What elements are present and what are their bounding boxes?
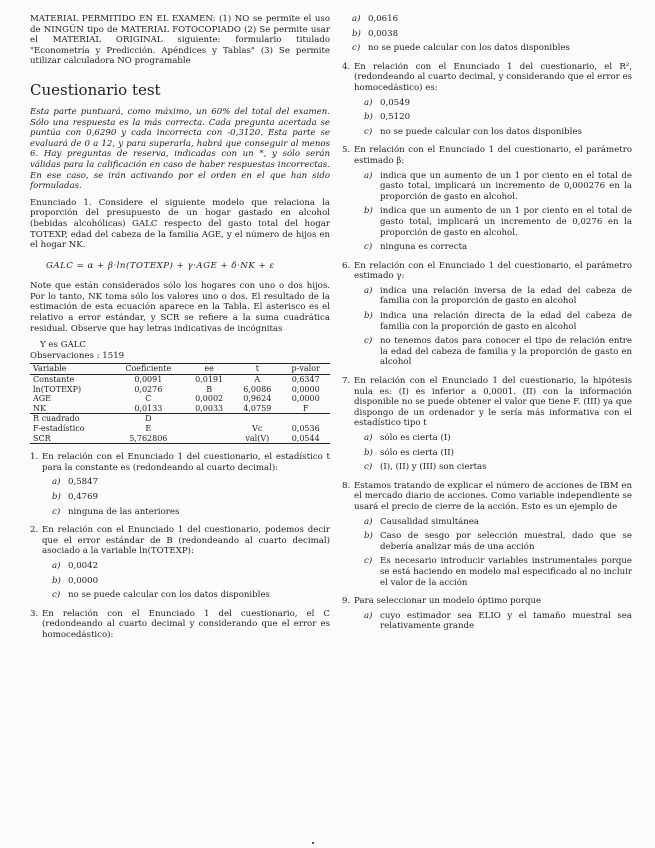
option-text: Causalidad simultánea [380,516,480,527]
option-text: 0,0000 [68,575,99,586]
table-cell: R cuadrado [33,414,80,424]
option-label: b) [364,112,373,123]
question-text: En relación con el Enunciado 1 del cuestionario, el parámetro estimado β: [354,145,632,166]
option-text: Es necesario introducir variables instrumentales porque se está haciendo en modelo mal especificado al no incluir el valor de la acción [380,556,632,588]
question-item [30,525,330,601]
table-cell: 0,6347 [291,375,320,385]
question-number: 1. [30,452,39,463]
option-text: 0,5120 [380,112,411,123]
table-cell: 0,9624 [243,394,272,404]
answer-option[interactable] [352,14,632,25]
right-column [342,14,632,640]
question-item [342,596,632,632]
option-text: indica una relación inversa de la edad del cabeza de familia con la proporción de gasto en alcohol [380,285,632,307]
option-text: sólo es cierta (II) [380,447,455,458]
question-text: Estamos tratando de explicar el número de acciones de IBM en el mercado diario de acciones. Como variable independiente se usará el precio de cierre de la acción. Esto es un ejemplo de [354,480,632,512]
instructions-paragraph: Esta parte puntuará, como máximo, un 60% del total del examen. Sólo una respuesta es la más correcta. Cada pregunta acertada se puntúa con 0,6290 y cada incorrecta con -0,3120. Esta parte se evaluará de 0 a 12, y para superarla, habrá que conseguir al menos 6. Hay preguntas de reserva, indicadas con un *, y sólo serán válidas para la calificación en caso de haber respuestas incorrectas. En ese caso, se irán activando por el orden en el que han sido formuladas. [30,106,330,192]
table-row [30,385,330,395]
option-text: no se puede calcular con los datos disponibles [68,590,270,601]
table-row [30,434,330,444]
option-label: c) [52,506,61,517]
answer-options [42,561,330,601]
answer-option[interactable] [52,590,330,601]
question-item [342,261,632,368]
answer-option[interactable] [364,171,632,203]
option-label: c) [364,336,373,347]
column-header: t [233,364,281,375]
option-label: b) [364,206,373,217]
table-cell: 5,762806 [112,434,186,444]
table-cell: 0,0191 [195,375,224,385]
option-text: indica que un aumento de un 1 por ciento en el total de gasto total, implicará un incremento de 0,000276 en la proporción de gasto en alcohol. [380,170,632,202]
option-label: b) [52,575,61,586]
table-row [30,375,330,385]
option-label: a) [352,14,361,24]
answer-option[interactable] [364,206,632,238]
option-label: b) [52,491,61,502]
table-cell [233,414,281,424]
option-label: a) [52,477,61,488]
table-cell: B [206,384,213,394]
answer-option[interactable] [364,433,632,444]
table-cell: Vc [252,424,263,433]
table-row [30,424,330,434]
option-text: cuyo estimador sea ELIO y el tamaño muestral sea relativamente grande [380,610,632,632]
column-header: Variable [30,364,112,375]
option-text: sólo es cierta (I) [380,433,451,443]
option-text: 0,0042 [68,560,99,571]
table-cell: 4,0759 [233,404,281,414]
question-item [342,481,632,588]
option-text: ninguna de las anteriores [68,506,180,517]
statement-paragraph: Enunciado 1. Considere el siguiente modelo que relaciona la proporción del presupuesto de un hogar gastado en alcohol (bebidas alcohólicas) GALC respecto del gasto total del hogar TOTEXP, edad del cabeza de la familia AGE, y el número de hijos en el hogar NK. [30,197,330,251]
option-label: c) [52,590,61,601]
note-paragraph: Note que están considerados sólo los hogares con uno o dos hijos. Por lo tanto, NK toma sólo los valores uno o dos. El resultado de la estimación de esta ecuación aparece en la Tabla. El asterisco es el relativo a error estándar, y SCR se refiere a la suma cuadrática residual. Observe que hay letras indicativas de incógnitas [30,281,330,334]
option-label: a) [364,97,373,108]
table-title: Y es GALC [40,340,86,351]
table-cell: E [145,424,152,433]
answer-option[interactable] [364,242,632,253]
option-text: indica que un aumento de un 1 por ciento en el total de gasto total, implicará un incremento de 0,0276 en la proporción de gasto en alcohol. [380,206,632,238]
option-text: 0,0038 [368,28,399,39]
answer-option[interactable] [364,311,632,332]
question-text: En relación con el Enunciado 1 del cuestionario, podemos decir que el error estándar de B (redondeando al cuarto decimal) asociado a la variable ln(TOTEXP): [42,525,330,557]
option-text: indica una relación directa de la edad del cabeza de familia con la proporción de gasto en alcohol [380,311,632,332]
answer-option[interactable] [364,531,632,552]
option-label: a) [364,516,373,527]
option-text: 0,0616 [368,14,399,24]
answer-option[interactable] [364,556,632,588]
intro-paragraph: MATERIAL PERMITIDO EN EL EXAMEN: (1) NO se permite el uso de NINGÚN tipo de MATERIAL FOTOCOPIADO (2) Se permite usar el MATERIAL ORIGINAL siguiente: formulario titulado "Econometría y Predicción. Apéndices y Tablas" (3) Se permite utilizar calculadora NO programable [30,14,330,67]
left-question-list [30,452,330,640]
answer-option[interactable] [364,127,632,138]
answer-option[interactable] [52,477,330,488]
question-number: 7. [342,376,351,387]
table-observations: Observaciones : 1519 [30,350,125,361]
answer-option[interactable] [52,576,330,587]
option-text: 0,5847 [68,477,99,488]
option-label: b) [364,531,373,542]
answer-option[interactable] [364,286,632,307]
option-label: a) [52,560,61,571]
question-text: En relación con el Enunciado 1 del cuestionario, el parámetro estimado γ: [354,260,632,282]
question-3-options [342,14,632,54]
option-label: a) [364,170,373,181]
option-label: b) [364,311,373,322]
table-cell [185,424,233,434]
answer-option[interactable] [364,517,632,528]
option-text: 0,4769 [68,491,99,502]
option-text: no se puede calcular con los datos disponibles [380,126,582,137]
table-cell: 6,0086 [243,384,272,394]
answer-option[interactable] [352,29,632,40]
option-label: a) [364,610,373,621]
answer-option[interactable] [364,336,632,368]
option-label: b) [364,447,373,458]
answer-option[interactable] [364,611,632,632]
table-cell: 0,0091 [134,375,163,385]
answer-option[interactable] [52,507,330,518]
table-header-row [30,364,330,375]
table-row [30,404,330,414]
question-number: 3. [30,608,39,619]
table-cell: F-estadístico [33,424,85,433]
question-text: En relación con el Enunciado 1 del cuestionario, la hipótesis nula es: (I) es inferior a 0,0001. (II) con la información disponible no se puede obtener el valor que tiene F. (III) ya que dispongo de un ordenador y le sería más informativa con el estadístico tipo t [354,376,632,429]
answer-option[interactable] [364,112,632,123]
question-item [342,376,632,473]
question-item [342,145,632,252]
table-cell: 0,0033 [185,404,233,414]
answer-options [354,171,632,253]
model-equation: GALC = α + β·ln(TOTEXP) + γ·AGE + δ·NK + ε [46,260,275,271]
table-cell: A [254,375,261,385]
question-item [30,452,330,517]
column-header: p-valor [281,364,330,375]
question-text: En relación con el Enunciado 1 del cuestionario, el C (redondeando al cuarto decimal y considerando que el error es homocedástico): [42,608,330,640]
option-text: no tenemos datos para conocer el tipo de relación entre la edad del cabeza de familia y la proporción de gasto en alcohol [380,336,632,368]
answer-option[interactable] [364,462,632,473]
answer-options [354,517,632,589]
question-number: 9. [342,596,351,607]
column-header: ee [185,364,233,375]
answer-option[interactable] [364,448,632,459]
question-text: En relación con el Enunciado 1 del cuestionario, el estadístico t para la constante es (redondeando al cuarto decimal): [42,452,330,473]
option-text: Caso de sesgo por selección muestral, dado que se debería analizar más de una acción [380,531,632,552]
table-cell: SCR [30,434,112,444]
option-text: 0,0549 [380,97,411,108]
table-cell: val(V) [233,434,281,444]
table-cell [281,414,330,424]
answer-option[interactable] [52,492,330,503]
answer-option[interactable] [52,561,330,572]
page-mark [312,842,314,844]
right-question-list [342,62,632,632]
table-row [30,394,330,404]
question-number: 5. [342,145,351,156]
answer-options [354,98,632,138]
regression-table [30,363,330,444]
option-label: c) [364,126,373,137]
table-cell: 0,0544 [281,434,330,444]
table-cell: NK [30,404,112,414]
option-label: a) [364,285,373,296]
option-text: (I), (II) y (III) son ciertas [380,462,487,473]
answer-options [42,477,330,517]
option-text: no se puede calcular con los datos disponibles [368,43,570,54]
answer-option[interactable] [364,98,632,109]
table-cell: 0,0276 [134,384,163,394]
table-cell: D [145,414,152,424]
column-header: Coeficiente [112,364,186,375]
option-text: ninguna es correcta [380,242,468,253]
option-label: c) [352,43,361,54]
table-cell: 0,0536 [291,424,320,433]
page-title: Cuestionario test [30,80,161,99]
option-label: c) [364,462,373,473]
question-number: 6. [342,260,351,271]
answer-option[interactable] [352,43,632,54]
table-cell [185,434,233,444]
option-label: c) [364,242,373,253]
answer-options [354,611,632,632]
question-number: 2. [30,525,39,536]
answer-options [354,433,632,473]
table-cell: ln(TOTEXP) [33,384,82,394]
table-cell: AGE [33,394,52,404]
table-cell: 0,0002 [195,394,224,404]
table-row [30,414,330,424]
question-item [30,609,330,641]
option-label: b) [352,28,361,39]
table-cell: 0,0000 [291,384,320,394]
table-cell: Constante [33,375,75,385]
table-cell: C [145,394,152,404]
table-cell: 0,0000 [291,394,320,404]
question-number: 8. [342,480,351,491]
left-column [30,14,330,649]
table-cell [185,414,233,424]
question-item [342,62,632,138]
question-number: 4. [342,61,351,72]
table-cell: 0,0133 [112,404,186,414]
question-text: Para seleccionar un modelo óptimo porque [354,596,542,607]
option-label: a) [364,433,373,443]
answer-options [354,286,632,368]
option-label: c) [364,556,373,567]
table-cell: F [281,404,330,414]
question-text: En relación con el Enunciado 1 del cuestionario, el R², (redondeando al cuarto decimal, y considerando que el error es homocedástico) es: [354,61,632,93]
